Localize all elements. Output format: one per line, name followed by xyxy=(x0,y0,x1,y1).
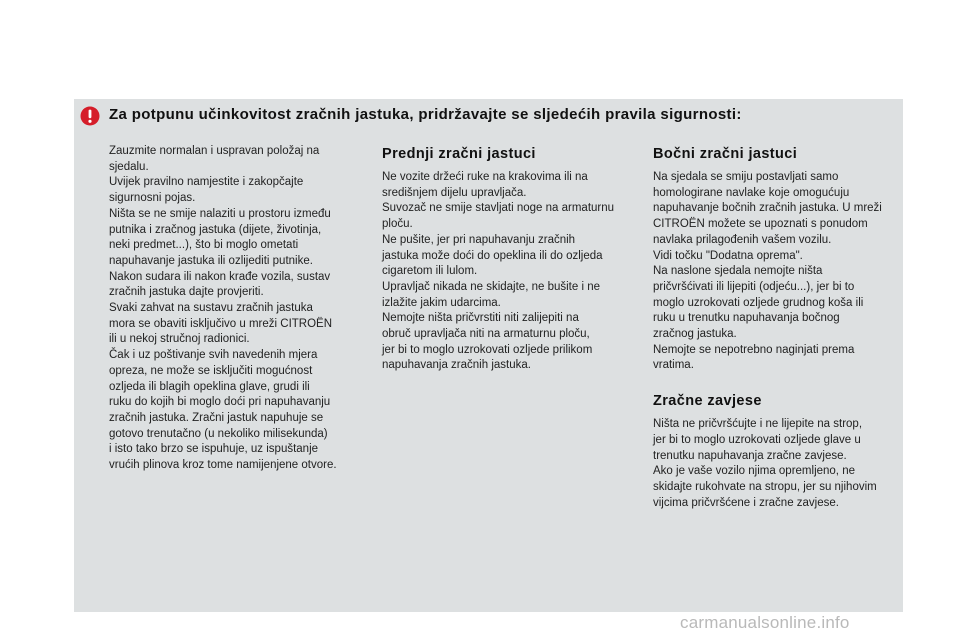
text-line: Vidi točku "Dodatna oprema". xyxy=(653,249,803,262)
text-line: ozljeda ili blagih opeklina glave, grudi ili xyxy=(109,380,310,393)
text-line: i isto tako brzo se ispuhuje, uz ispuštanje xyxy=(109,443,319,456)
text-line: napuhavanje jastuka ili ozlijediti putnike. xyxy=(109,254,313,267)
text-line: sigurnosni pojas. xyxy=(109,192,196,205)
text-line: zračnih jastuka dajte provjeriti. xyxy=(109,286,264,299)
text-line: mora se obaviti isključivo u mreži CITROËN xyxy=(109,317,333,330)
text-line: homologirane navlake koje omogućuju xyxy=(653,186,850,199)
text-line: Ne vozite držeći ruke na krakovima ili na xyxy=(382,171,588,183)
text-line: cigaretom ili lulom. xyxy=(382,265,478,278)
general-rules-text xyxy=(109,144,371,474)
text-line: Na sjedala se smiju postavljati samo xyxy=(653,171,839,183)
text-line: vijcima pričvršćene i zračne zavjese. xyxy=(653,496,839,509)
text-line: jer bi to moglo uzrokovati ozljede prilikom xyxy=(382,343,593,356)
warning-exclamation-icon xyxy=(80,106,100,126)
text-line: sjedalu. xyxy=(109,160,149,173)
text-line: izlažite jakim udarcima. xyxy=(382,296,501,309)
text-line: vrućih plinova kroz tome namijenjene otvore. xyxy=(109,459,337,472)
text-line: jer bi to moglo uzrokovati ozljede glave u xyxy=(653,433,861,446)
text-line: navlaka prilagođenih vašem vozilu. xyxy=(653,233,832,246)
text-line: zračnog jastuka. xyxy=(653,328,737,341)
text-line: skidajte rukohvate na stropu, jer su njihovim xyxy=(653,480,877,493)
text-line: napuhavanje bočnih zračnih jastuka. U mreži xyxy=(653,202,882,215)
curtain-airbags-title: Zračne zavjese xyxy=(653,393,762,410)
text-line: ploču. xyxy=(382,218,413,231)
text-line: Ako je vaše vozilo njima opremljeno, ne xyxy=(653,465,855,478)
text-line: ruku u trenutku napuhavanja bočnog xyxy=(653,312,840,325)
text-line: središnjem dijelu upravljača. xyxy=(382,186,527,199)
text-line: Svaki zahvat na sustavu zračnih jastuka xyxy=(109,302,313,315)
text-line: Ništa se ne smije nalaziti u prostoru između xyxy=(109,207,331,220)
text-line: Nemojte ništa pričvrstiti niti zalijepiti na xyxy=(382,312,579,325)
text-line: neki predmet...), što bi moglo ometati xyxy=(109,239,299,252)
text-line: Nakon sudara ili nakon krađe vozila, sustav xyxy=(109,270,331,283)
text-line: gotovo trenutačno (u nekoliko milisekunda) xyxy=(109,427,328,440)
text-line: Suvozač ne smije stavljati noge na armaturnu xyxy=(382,202,615,215)
text-line: ruku do kojih bi moglo doći pri napuhavanju xyxy=(109,396,331,409)
text-line: putnika i zračnog jastuka (dijete, životinja, xyxy=(109,223,322,236)
front-airbags-title: Prednji zračni jastuci xyxy=(382,146,536,162)
text-line: jastuka može doći do opeklina ili do ozljeda xyxy=(382,249,603,262)
text-line: Na naslone sjedala nemojte ništa xyxy=(653,265,823,278)
text-line: moglo uzrokovati ozljede grudnog koša ili xyxy=(653,296,864,309)
side-airbags-title: Bočni zračni jastuci xyxy=(653,146,798,162)
text-line: Nemojte se nepotrebno naginjati prema xyxy=(653,343,855,356)
text-line: Uvijek pravilno namjestite i zakopčajte xyxy=(109,176,304,189)
text-line: Ništa ne pričvršćujte i ne lijepite na strop, xyxy=(653,418,863,431)
text-line: vratima. xyxy=(653,359,694,372)
side-airbags-text xyxy=(653,170,903,374)
text-line: pričvršćivati ili lijepiti (odjeću...), jer bi to xyxy=(653,280,855,293)
side-airbags-column xyxy=(653,145,903,511)
text-line: Zauzmite normalan i uspravan položaj na xyxy=(109,145,320,157)
text-line: napuhavanja zračnih jastuka. xyxy=(382,359,531,372)
text-line: ili u nekoj stručnoj radionici. xyxy=(109,333,250,346)
general-rules-column xyxy=(109,144,371,474)
watermark: carmanualsonline.info xyxy=(680,613,850,632)
text-line: obruč upravljača niti na armaturnu ploču, xyxy=(382,328,590,341)
text-line: opreza, ne može se isključiti mogućnost xyxy=(109,364,313,377)
text-line: Ne pušite, jer pri napuhavanju zračnih xyxy=(382,233,576,246)
text-line: trenutku napuhavanja zračne zavjese. xyxy=(653,449,847,462)
front-airbags-column xyxy=(382,145,644,374)
front-airbags-text xyxy=(382,170,644,374)
text-line: Upravljač nikada ne skidajte, ne bušite i ne xyxy=(382,280,600,293)
text-line: Čak i uz poštivanje svih navedenih mjera xyxy=(109,349,318,362)
text-line: zračnih jastuka. Zračni jastuk napuhuje se xyxy=(109,411,324,424)
text-line: CITROËN možete se upoznati s ponudom xyxy=(653,218,868,231)
page-heading: Za potpunu učinkovitost zračnih jastuka, pridržavajte se sljedećih pravila sigurnosti: xyxy=(109,106,742,123)
curtain-airbags-text xyxy=(653,417,903,511)
